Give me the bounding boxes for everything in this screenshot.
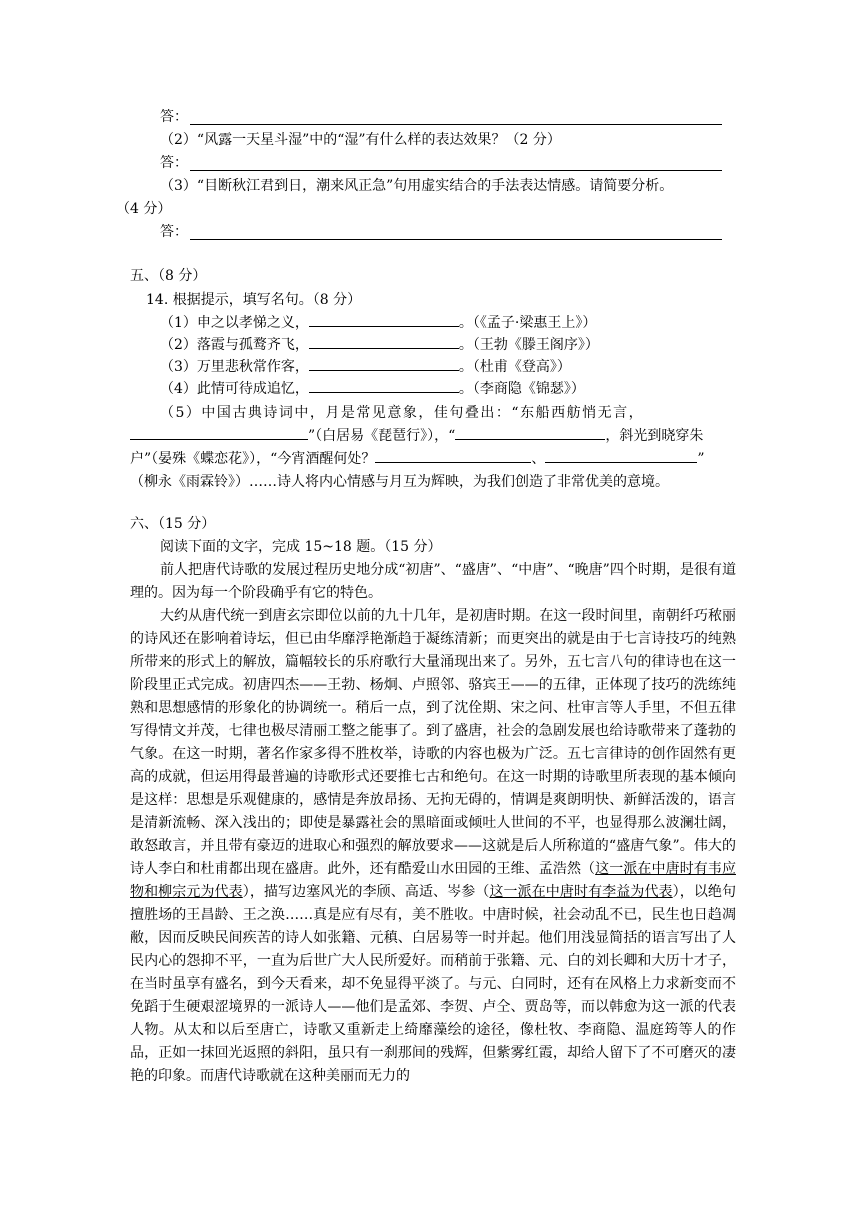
underlined-note-2: 这一派在中唐时有李益为代表 xyxy=(489,884,673,900)
fill-item-3-prefix: （3）万里悲秋常作客， xyxy=(160,359,309,375)
paragraph-2-part-b: ），描写边塞风光的李颀、高适、岑参（ xyxy=(242,884,490,900)
fill-item-1-prefix: （1）申之以孝悌之义， xyxy=(160,315,309,331)
underlined-note-1: 这一派在中唐时有韦应物和柳宗元为代表 xyxy=(130,861,736,900)
fill-blank-5a[interactable] xyxy=(130,425,308,440)
paragraph-2-part-a: 大约从唐代统一到唐玄宗即位以前的九十几年，是初唐时期。在这一段时间里，南朝纤巧秾丽的诗风还在影响着诗坛，但已由华靡浮艳渐趋于凝练清新；而更突出的就是由于七言诗技巧的纯熟所带来的形式上的解放，篇幅较长的乐府歌行大量涌现出来了。另外，五七言八句的律诗也在这一阶段里正式完成。初唐四杰——王勃、杨炯、卢照邻、骆宾王——的五律，正体现了技巧的洗练纯熟和思想感情的形象化的协调统一。稍后一点，到了沈佺期、宋之问、杜审言等人手里，不但五律写得情文并茂，七律也极尽清丽工整之能事了。到了盛唐，社会的急剧发展也给诗歌带来了蓬勃的气象。在这一时期，著名作家多得不胜枚举，诗歌的内容也极为广泛。五七言律诗的创作固然有更高的成就，但运用得最普遍的诗歌形式还要推七古和绝句。在这一时期的诗歌里所表现的基本倾向是这样：思想是乐观健康的，感情是奔放昂扬、无拘无碍的，情调是爽朗明快、新鲜活泼的，语言是清新流畅、深入浅出的；即使是暴露社会的黑暗面或倾吐人世间的不平，也显得那么波澜壮阔，敢怒敢言，并且带有豪迈的进取心和强烈的解放要求——这就是后人所称道的“盛唐气象”。伟大的诗人李白和杜甫都出现在盛唐。此外，还有酷爱山水田园的王维、孟浩然（ xyxy=(130,608,736,877)
answer-label-2: 答： xyxy=(160,155,188,171)
answer-label-3: 答： xyxy=(160,224,188,240)
question-14: 14. 根据提示，填写名句。（8 分） xyxy=(146,292,362,308)
fill-item-4-suffix: 。（李商隐《锦瑟》） xyxy=(458,381,585,397)
fill-item-5-line3c: ” xyxy=(697,451,705,467)
fill-item-5-line3 xyxy=(130,448,705,470)
fill-item-4-prefix: （4）此情可待成追忆， xyxy=(160,381,309,397)
section-6-heading: 六、（15 分） xyxy=(130,516,216,532)
question-13-3-line1: （3）“目断秋江君到日，潮来风正急”句用虚实结合的手法表达情感。请简要分析。 xyxy=(160,178,674,194)
fill-item-1-suffix: 。（《孟子·梁惠王上》） xyxy=(458,315,597,331)
fill-item-5-line2b: ，斜光到晓穿朱 xyxy=(605,428,704,444)
reading-intro: 阅读下面的文字，完成 15~18 题。（15 分） xyxy=(160,539,442,555)
paragraph-2-part-c: ），以绝句擅胜场的王昌龄、王之涣……真是应有尽有，美不胜收。中唐时候，社会动乱不已，民生也日趋凋敝，因而反映民间疾苦的诗人如张籍、元稹、白居易等一时并起。他们用浅显简括的语言写出了人民内心的怨抑不平，一直为后世广大人民所爱好。而稍前于张籍、元、白的刘长卿和大历十才子，在当时虽享有盛名，到今天看来，却不免显得平淡了。与元、白同时，还有在风格上力求新变而不免蹈于生硬艰涩境界的一派诗人——他们是孟郊、李贺、卢仝、贾岛等，而以韩愈为这一派的代表人物。从太和以后至唐亡，诗歌又重新走上绮靡藻绘的途径，像杜牧、李商隐、温庭筠等人的作品，正如一抹回光返照的斜阳，虽只有一刹那间的残辉，但紫雾红霞，却给人留下了不可磨灭的凄艳的印象。而唐代诗歌就在这种美丽而无力的 xyxy=(130,884,737,1084)
question-13-3-line2: （4 分） xyxy=(116,201,172,217)
reading-paragraph-2 xyxy=(130,605,736,1088)
fill-blank-3[interactable] xyxy=(309,356,459,371)
fill-item-2 xyxy=(160,334,599,356)
fill-item-5-line3a: 户”（晏殊《蝶恋花》），“今宵酒醒何处？ xyxy=(130,451,376,467)
fill-item-2-prefix: （2）落霞与孤鹜齐飞， xyxy=(160,337,309,353)
fill-item-3 xyxy=(160,356,571,378)
fill-item-5-line2a: ”（白居易《琵琶行》），“ xyxy=(308,428,456,444)
question-13-2: （2）“风露一天星斗湿”中的“湿”有什么样的表达效果？（2 分） xyxy=(160,132,561,148)
fill-item-2-suffix: 。（王勃《滕王阁序》） xyxy=(458,337,599,353)
fill-blank-5b[interactable] xyxy=(455,425,605,440)
fill-item-3-suffix: 。（杜甫《登高》） xyxy=(458,359,571,375)
answer-line-3[interactable] xyxy=(190,239,722,240)
fill-item-5-line1: （5）中国古典诗词中，月是常见意象，佳句叠出：“东船西舫悄无言， xyxy=(160,405,645,421)
fill-blank-2[interactable] xyxy=(309,334,459,349)
fill-blank-5c[interactable] xyxy=(375,448,531,463)
fill-blank-4[interactable] xyxy=(309,378,459,393)
section-5-heading: 五、（8 分） xyxy=(130,268,207,284)
fill-blank-1[interactable] xyxy=(309,312,459,327)
answer-line-1[interactable] xyxy=(190,124,722,125)
fill-item-4 xyxy=(160,378,585,400)
fill-blank-5d[interactable] xyxy=(545,448,697,463)
fill-item-5-line2 xyxy=(130,425,703,447)
reading-paragraph-1: 前人把唐代诗歌的发展过程历史地分成“初唐”、“盛唐”、“中唐”、“晚唐”四个时期，是很有道理的。因为每一个阶段确乎有它的特色。 xyxy=(130,562,736,601)
fill-item-1 xyxy=(160,312,596,334)
answer-line-2[interactable] xyxy=(190,170,722,171)
fill-item-5-line3b: 、 xyxy=(531,451,546,467)
answer-label-1: 答： xyxy=(160,109,188,125)
fill-item-5-line4: （柳永《雨霖铃》）……诗人将内心情感与月互为辉映，为我们创造了非常优美的意境。 xyxy=(130,474,669,490)
